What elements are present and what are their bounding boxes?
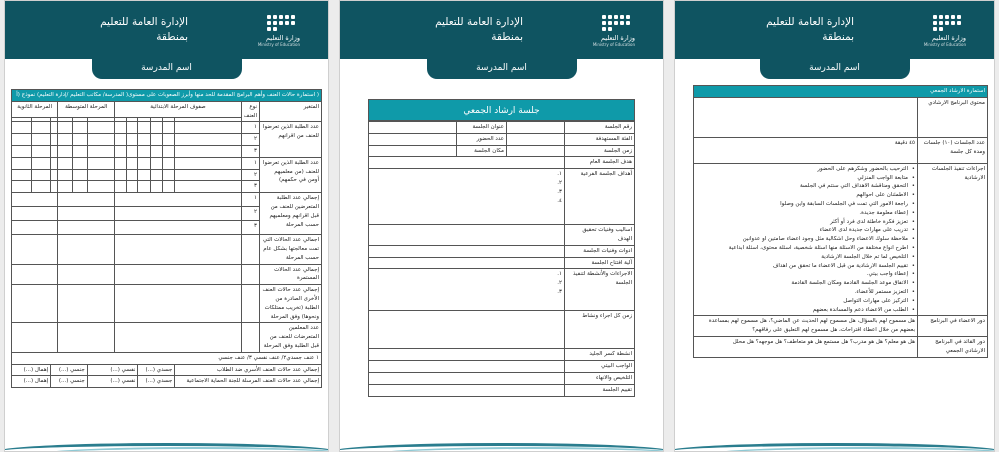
step-item: • تقييم الجلسة الارشادية من قبل الاعضاء ما تحقق من اهداف <box>696 262 915 271</box>
step-item: • التلخيص لما تم خلال الجلسة الارشادية <box>696 253 915 262</box>
row-teachers: عدد المعلمين المتعرضات للعنف من قبل الطلبة وفق المرحلة <box>260 323 322 352</box>
ministry-logo <box>220 14 300 46</box>
step-item: • التحقق ومناقشة الاهداف التي ستتم في الجلسة <box>696 182 915 191</box>
protection-label: إجمالي عدد حالات العنف المرسلة للجنة الحماية الاجتماعية <box>175 376 322 388</box>
col-middle: المرحلة المتوسطة <box>58 101 115 117</box>
step-item: • متابعة الواجب المنزلي <box>696 174 915 183</box>
violence-table: ( استمارة حالات العنف وأهم البرامج المقدمة للحد منها وأبرز الصعوبات على مستوى( المدرسة/ مكاتب التعليم /إدارة التعليم) نموذج (أ المتغير نوع العنف صفوف المرحلة الابتدائية المرحلة المتوسطة المرحلة الثانوية عدد الطلبة الذين تعرضوا للعنف من اقرانهم ١ ٢ ٣ عدد الطلبة الذين تعرضوا للعنف (من معلميهم أومن في حكمهم) ١ ٢ ٣ إجمالي عدد الطلبة المتعرضين للعنف من قبل اقرانهم ومعلميهم حسب المرحلة ١ ٢ ٣ اجمالي عدد الحالات التي تمت معالجتها بشكل عام حسب المرحلة إجمالي عدد الحالات المستمرة إجمالي عدد حالات العنف الأخرى الصادرة من الطلبة (تخريب ممتلكات ونحوها) وفق المرحلة عدد المعلمين المتعرضات للعنف من قبل الطلبة وفق المرحلة ١ عنف جسدي٢/ عنف نفسي ٣/ عنف جنسي إجمالي عدد حالات العنف الأسري ضد الطلاب جسدي (...) نفسي (...) جنسي (...) إهمال (...) إجمالي عدد حالات العنف المرسلة للجنة الحماية الاجتماعية جسدي (...) نفسي (...) جنسي (...) إهمال (...) <box>11 89 322 388</box>
admin-region: بمنطقة <box>822 31 854 43</box>
session-title: جلسة ارشاد الجمعي <box>368 99 635 121</box>
ministry-logo <box>886 14 966 46</box>
school-name-label: اسم المدرسة <box>92 59 242 79</box>
step-item: • تدريب على مهارات جديدة لدى الاعضاء <box>696 226 915 235</box>
ministry-name: وزارة التعليم <box>265 34 300 42</box>
school-name-label: اسم المدرسة <box>760 59 910 79</box>
col-type: نوع العنف <box>241 101 259 122</box>
page-group-session <box>339 0 664 452</box>
page-violence-form <box>4 0 329 452</box>
row-other-violence: إجمالي عدد حالات العنف الأخرى الصادرة من الطلبة (تخريب ممتلكات ونحوها) وفق المرحلة <box>260 285 322 323</box>
step-item: • اطرح انواع مختلفة من الاسئلة منها اسئلة شخصية، اسئلة محتوى، اسئلة ابداعية <box>696 244 915 253</box>
row-treated: اجمالي عدد الحالات التي تمت معالجتها بشكل عام حسب المرحلة <box>260 235 322 264</box>
page-header <box>5 1 328 59</box>
ministry-name-en: Ministry of Education <box>257 42 300 47</box>
admin-region: بمنطقة <box>156 31 188 43</box>
ministry-logo <box>555 14 635 46</box>
step-item: • ملاحظة سلوك الاعضاء وحل اشكالية مثل وجود اعضاء صامتين او عدوانين <box>696 235 915 244</box>
step-item: • التركيز على مهارات التواصل <box>696 297 915 306</box>
session-table: رقم الجلسة عنوان الجلسة الفئة المستهدفة عدد الحضور زمن الجلسة مكان الجلسة هدف الجلسة العام أهداف الجلسة الفرعية ١. ٢. ٣. ٤. اساليب وفنيات تحقيق الهدف ادوات وفنيات الجلسة آلية افتتاح الجلسة الاجراءات والأنشطة لتنفيذ الجلسة ١. ٢. ٣. زمن كل اجراء ونشاط انشطة كسر الجليد الواجب البيتي التلخيص والانهاء تقييم الجلسة <box>368 121 635 397</box>
ministry-name-en: Ministry of Education <box>592 42 635 47</box>
counseling-table: استمارة الارشاد الجمعي محتوى البرنامج الارشادي عدد الجلسات (١٠) جلسات ومدة كل جلسة ٤٥ دقيقة اجراءات تنفيذ الجلسات الارشادية • الترحيب بالحضور وشكرهم على الحضور • متابعة الواجب المنزلي • التحقق ومناقشة الاهداف التي ستتم في الجلسة • الاطمئنان على احوالهم • راجعة الامور التي تمت في الجلسات السابقة واين وصلوا • إعطاء معلومة جديدة. • تعزيز فكرة خاطئة لدى فرد أو أكثر • تدريب على مهارات جديدة لدى الاعضاء • ملاحظة سلوك الاعضاء وحل اشكالية مثل وجود اعضاء صامتين او عدوانين • اطرح انواع مختلفة من الاسئلة منها اسئلة شخصية، اسئلة محتوى، اسئلة ابداعية • التلخيص لما تم خلال الجلسة الارشادية • تقييم الجلسة الارشادية من قبل الاعضاء ما تحقق من اهداف • إعطاء واجب بيتي. • الاتفاق موعد الجلسة القادمة ومكان الجلسة القادمة • التعزيز مستمر للأعضاء. • التركيز على مهارات التواصل • الطلب من الاعضاء دعم والمساندة بعضهم دور الاعضاء في البرنامج هل مسموح لهم بالسؤال، هل مسموح لهم الحديث عن الماضي؟، هل مسموح لهم بمساعدة بعضهم من خلال اعطاء اقتراحات، هل مسموح لهم التعليق على رفاقهم؟ دور القائد في البرنامج الارشادي الجمعي هل هو معلم؟ هل هو مدرب؟ هل مستمع هل هو متعاطف؟ هل موجهه؟ هل محلل <box>693 85 988 358</box>
form-title: استمارة الارشاد الجمعي <box>694 86 988 98</box>
admin-title: الإدارة العامة للتعليم <box>435 16 523 28</box>
admin-title: الإدارة العامة للتعليم <box>766 16 854 28</box>
page-header <box>675 1 994 59</box>
col-variable: المتغير <box>260 101 322 122</box>
family-violence-label: إجمالي عدد حالات العنف الأسري ضد الطلاب <box>175 364 322 376</box>
step-item: • الاتفاق موعد الجلسة القادمة ومكان الجلسة القادمة <box>696 279 915 288</box>
page-header <box>340 1 663 59</box>
step-item: • إعطاء معلومة جديدة. <box>696 209 915 218</box>
step-item: • راجعة الامور التي تمت في الجلسات السابقة واين وصلوا <box>696 200 915 209</box>
school-name-label: اسم المدرسة <box>427 59 577 79</box>
col-primary: صفوف المرحلة الابتدائية <box>115 101 242 117</box>
page-group-form <box>674 0 995 452</box>
step-item: • التعزيز مستمر للأعضاء. <box>696 288 915 297</box>
admin-title: الإدارة العامة للتعليم <box>100 16 188 28</box>
admin-region: بمنطقة <box>491 31 523 43</box>
legend: ١ عنف جسدي٢/ عنف نفسي ٣/ عنف جنسي <box>12 352 322 364</box>
ministry-name: وزارة التعليم <box>931 34 966 42</box>
row-ongoing: إجمالي عدد الحالات المستمرة <box>260 264 322 285</box>
ministry-name-en: Ministry of Education <box>923 42 966 47</box>
step-item: • الاطمئنان على احوالهم <box>696 191 915 200</box>
row-total-students: إجمالي عدد الطلبة المتعرضين للعنف من قبل اقرانهم ومعلميهم حسب المرحلة <box>260 193 322 235</box>
row-peer-violence: عدد الطلبة الذين تعرضوا للعنف من اقرانهم <box>260 122 322 157</box>
step-item: • تعزيز فكرة خاطئة لدى فرد أو أكثر <box>696 218 915 227</box>
steps-list <box>696 165 915 315</box>
step-item: • إعطاء واجب بيتي. <box>696 270 915 279</box>
ministry-name: وزارة التعليم <box>600 34 635 42</box>
step-item: • الطلب من الاعضاء دعم والمساندة بعضهم <box>696 306 915 315</box>
step-item: • الترحيب بالحضور وشكرهم على الحضور <box>696 165 915 174</box>
col-secondary: المرحلة الثانوية <box>12 101 58 117</box>
form-title: ( استمارة حالات العنف وأهم البرامج المقدمة للحد منها وأبرز الصعوبات على مستوى( المدرسة/ مكاتب التعليم /إدارة التعليم) نموذج (أ <box>12 90 322 102</box>
row-teacher-violence: عدد الطلبة الذين تعرضوا للعنف (من معلميهم أومن في حكمهم) <box>260 157 322 192</box>
